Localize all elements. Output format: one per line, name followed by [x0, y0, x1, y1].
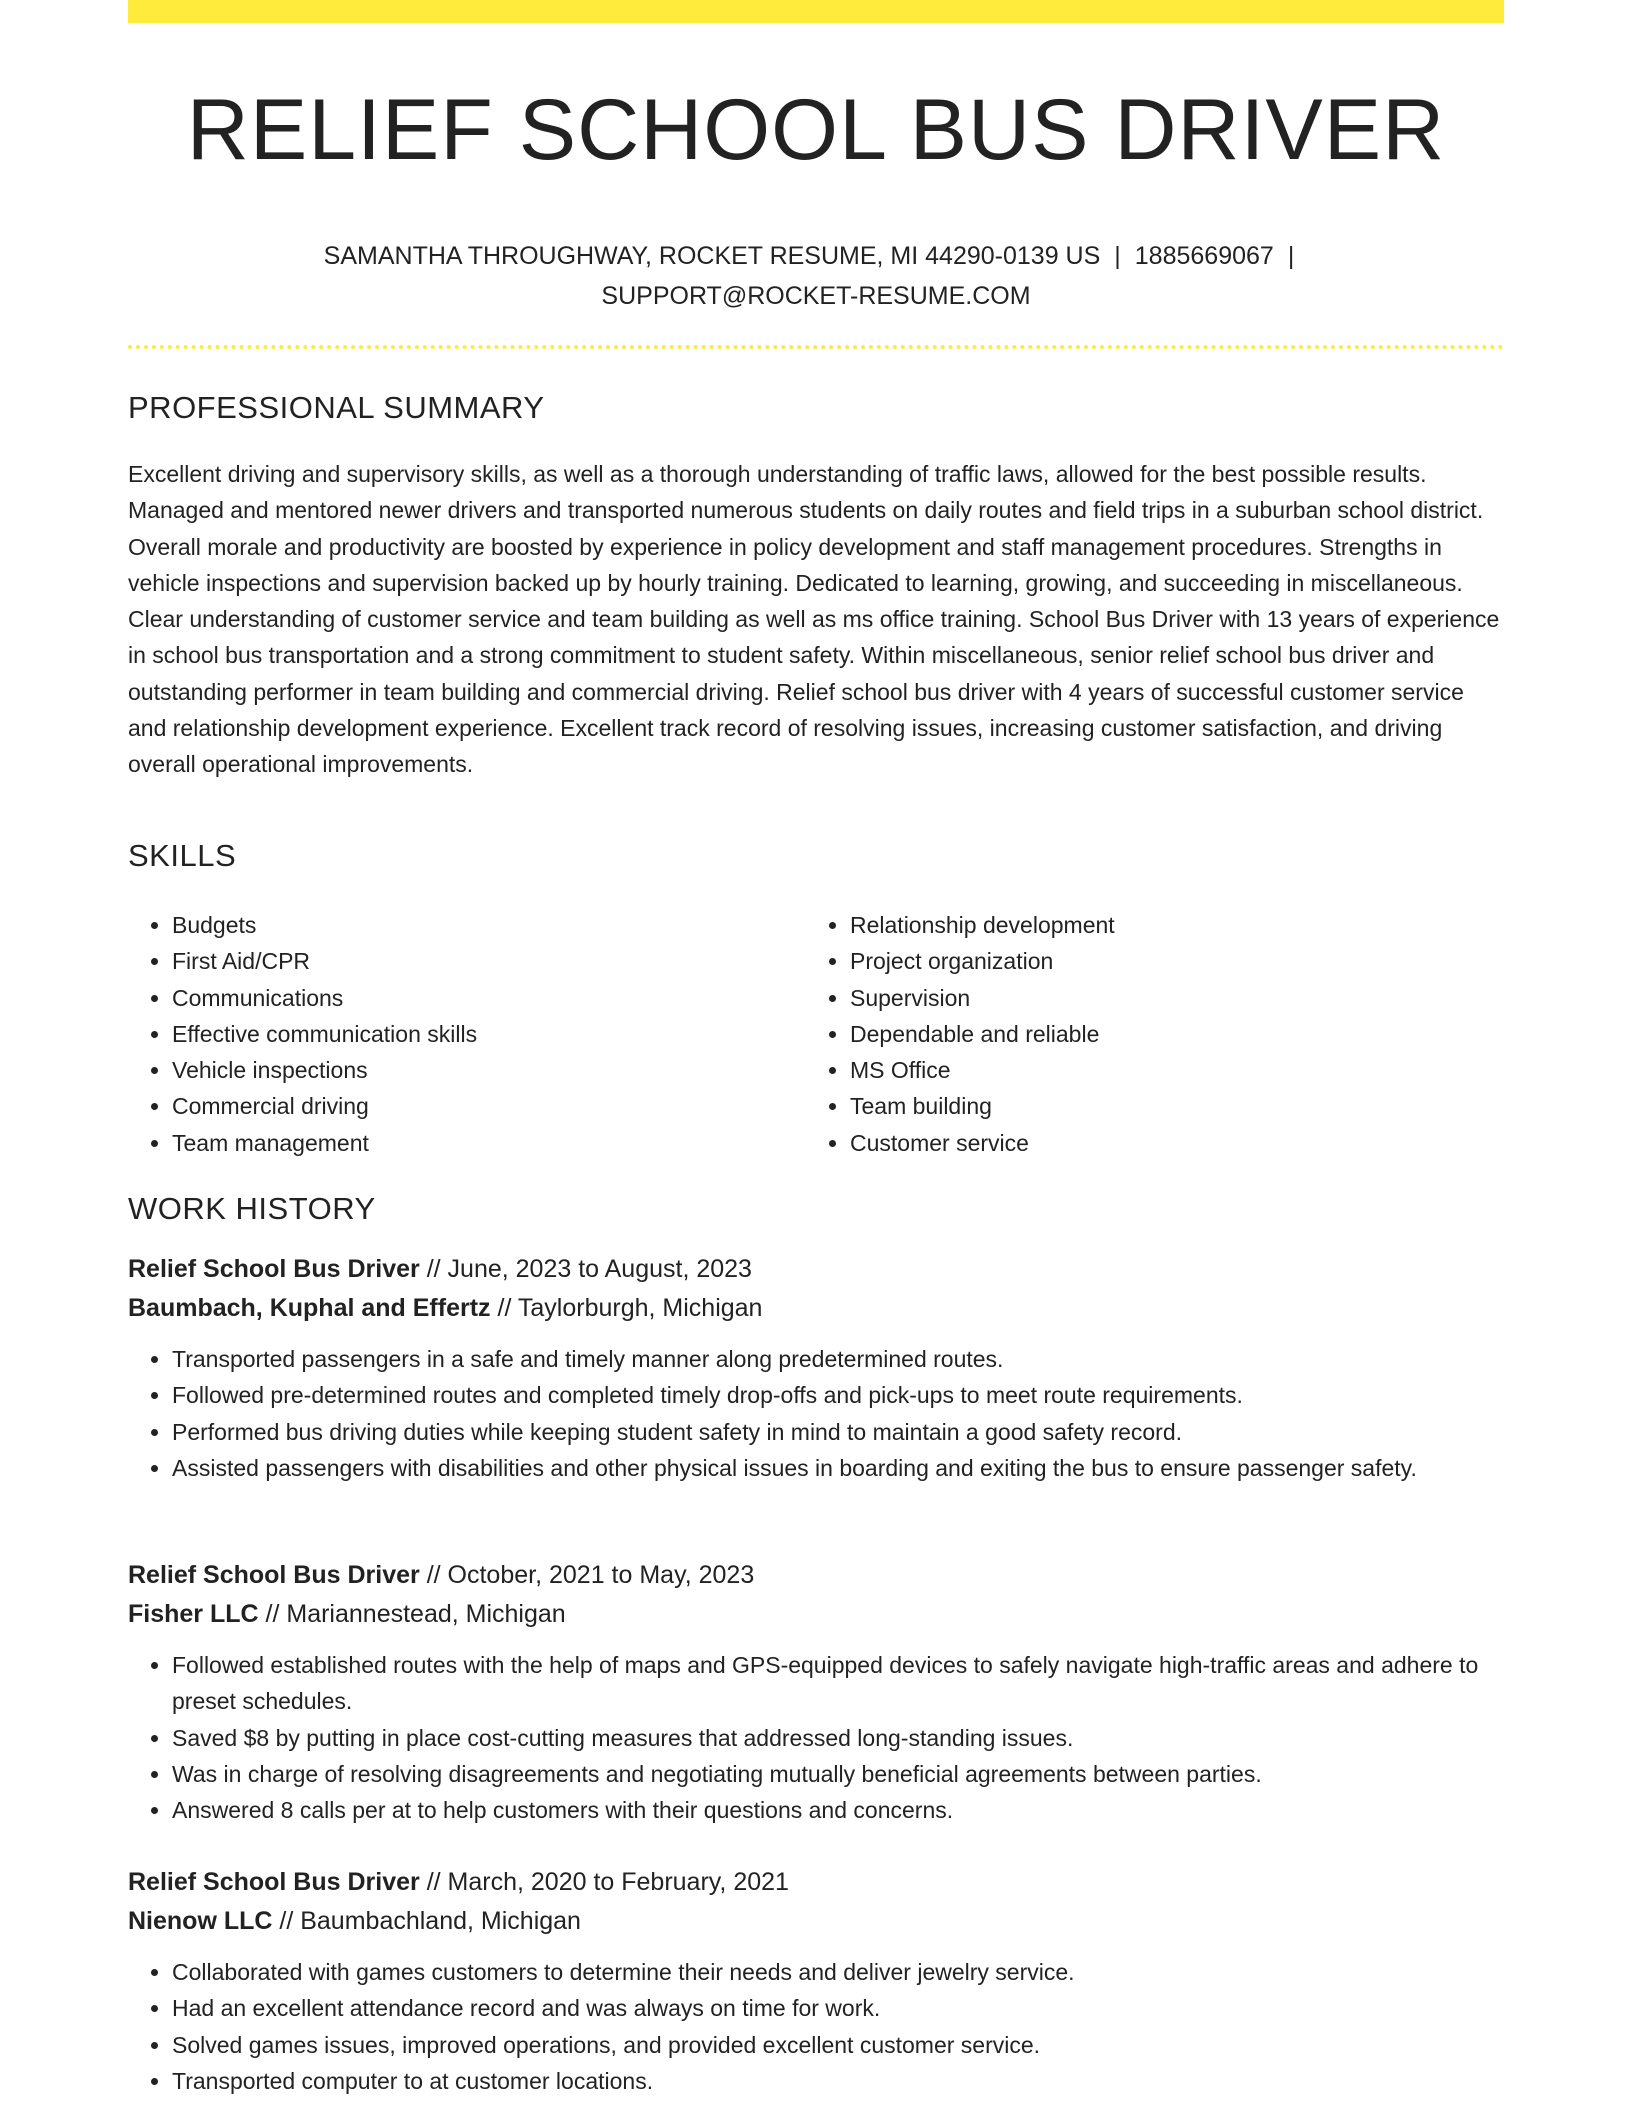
- contact-separator: |: [1114, 242, 1121, 270]
- job-duties: [128, 1954, 1504, 2099]
- job-company-line: [128, 1595, 1504, 1634]
- job-duty: • Followed pre-determined routes and completed timely drop-offs and pick-ups to meet route requirements.: [172, 1377, 1504, 1413]
- skill-item: • Communications: [172, 980, 477, 1016]
- job-company-line: [128, 1289, 1504, 1328]
- contact-separator: |: [1287, 242, 1295, 270]
- job-duty: • Assisted passengers with disabilities and other physical issues in boarding and exiting the bus to ensure passenger safety.: [172, 1450, 1504, 1486]
- job-duty: • Transported computer to at customer locations.: [172, 2063, 1504, 2099]
- skill-item: • Project organization: [850, 943, 1115, 979]
- skill-item: • First Aid/CPR: [172, 943, 477, 979]
- job-location: // Mariannestead, Michigan: [265, 1600, 566, 1628]
- job-duty: • Followed established routes with the help of maps and GPS-equipped devices to safely navigate high-traffic areas and adhere to preset schedules.: [172, 1647, 1504, 1720]
- skill-item: • Relationship development: [850, 907, 1115, 943]
- contact-phone[interactable]: 1885669067: [1134, 242, 1274, 270]
- job-company: Fisher LLC: [128, 1600, 259, 1628]
- job-duties: [128, 1647, 1504, 1828]
- job-duty: • Saved $8 by putting in place cost-cutting measures that addressed long-standing issues.: [172, 1720, 1504, 1756]
- job-title: Relief School Bus Driver: [128, 1255, 420, 1283]
- job-entry: [128, 1250, 1504, 1486]
- skill-item: • Team management: [172, 1125, 477, 1161]
- contact-line-2: [128, 276, 1504, 316]
- skill-item: • Customer service: [850, 1125, 1115, 1161]
- job-company: Nienow LLC: [128, 1907, 273, 1935]
- job-location: // Taylorburgh, Michigan: [497, 1294, 763, 1322]
- header-divider: [128, 345, 1504, 349]
- job-duty: • Solved games issues, improved operations, and provided excellent customer service.: [172, 2027, 1504, 2063]
- summary-text: Excellent driving and supervisory skills, as well as a thorough understanding of traffic laws, allowed for the best possible results. Managed and mentored newer drivers and transported numerous students on daily routes and field trips in a suburban school district. Overall morale and productivity are boosted by experience in policy development and staff management procedures. Strengths in vehicle inspections and supervision backed up by hourly training. Dedicated to learning, growing, and succeeding in miscellaneous. Clear understanding of customer service and team building as well as ms office training. School Bus Driver with 13 years of experience in school bus transportation and a strong commitment to student safety. Within miscellaneous, senior relief school bus driver and outstanding performer in team building and commercial driving. Relief school bus driver with 4 years of successful customer service and relationship development experience. Excellent track record of resolving issues, increasing customer satisfaction, and driving overall operational improvements.: [128, 461, 1500, 778]
- job-title: Relief School Bus Driver: [128, 1868, 420, 1896]
- job-dates: // March, 2020 to February, 2021: [426, 1868, 789, 1896]
- job-dates: // June, 2023 to August, 2023: [426, 1255, 752, 1283]
- skill-item: • Dependable and reliable: [850, 1016, 1115, 1052]
- job-title-line: [128, 1250, 1504, 1289]
- job-dates: // October, 2021 to May, 2023: [426, 1561, 755, 1589]
- skills-column-left: [128, 907, 477, 1161]
- skills-heading: SKILLS: [128, 838, 237, 873]
- contact-info: [128, 236, 1504, 316]
- skill-item: • MS Office: [850, 1052, 1115, 1088]
- contact-line-1: [128, 236, 1504, 276]
- job-duty: • Was in charge of resolving disagreements and negotiating mutually beneficial agreements between parties.: [172, 1756, 1504, 1792]
- job-location: // Baumbachland, Michigan: [279, 1907, 581, 1935]
- resume-title: RELIEF SCHOOL BUS DRIVER: [186, 82, 1446, 178]
- job-title: Relief School Bus Driver: [128, 1561, 420, 1589]
- skill-item: • Budgets: [172, 907, 477, 943]
- job-entry: [128, 1863, 1504, 2099]
- work-history-heading: WORK HISTORY: [128, 1191, 376, 1226]
- contact-address: SAMANTHA THROUGHWAY, ROCKET RESUME, MI 44290-0139 US: [323, 242, 1101, 270]
- job-duty: • Answered 8 calls per at to help customers with their questions and concerns.: [172, 1792, 1504, 1828]
- skill-item: • Team building: [850, 1088, 1115, 1124]
- job-title-line: [128, 1556, 1504, 1595]
- job-company-line: [128, 1902, 1504, 1941]
- job-duties: [128, 1341, 1504, 1486]
- job-duty: • Had an excellent attendance record and was always on time for work.: [172, 1990, 1504, 2026]
- skill-item: • Commercial driving: [172, 1088, 477, 1124]
- skill-item: • Effective communication skills: [172, 1016, 477, 1052]
- contact-email[interactable]: SUPPORT@ROCKET-RESUME.COM: [601, 282, 1031, 310]
- summary-heading: PROFESSIONAL SUMMARY: [128, 390, 545, 425]
- job-duty: • Collaborated with games customers to determine their needs and deliver jewelry service.: [172, 1954, 1504, 1990]
- job-duty: • Performed bus driving duties while keeping student safety in mind to maintain a good safety record.: [172, 1414, 1504, 1450]
- skill-item: • Vehicle inspections: [172, 1052, 477, 1088]
- job-duty: • Transported passengers in a safe and timely manner along predetermined routes.: [172, 1341, 1504, 1377]
- skills-column-right: [806, 907, 1115, 1161]
- job-title-line: [128, 1863, 1504, 1902]
- skill-item: • Supervision: [850, 980, 1115, 1016]
- job-entry: [128, 1556, 1504, 1828]
- top-accent-bar: [128, 0, 1504, 23]
- job-company: Baumbach, Kuphal and Effertz: [128, 1294, 491, 1322]
